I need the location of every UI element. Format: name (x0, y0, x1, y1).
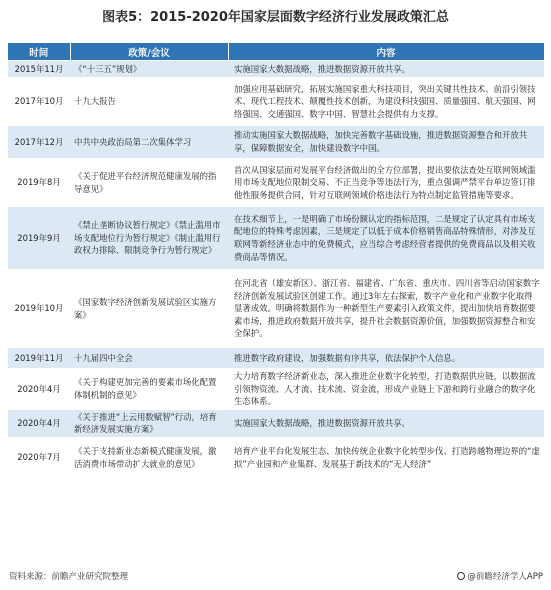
brand-credit (457, 570, 543, 582)
cell-time: 2019年9月 (8, 207, 70, 270)
source-note: 资料来源：前瞻产业研究院整理 (9, 572, 129, 582)
table-header-row (8, 43, 544, 61)
cell-policy-name: 《国家数字经济创新发展试验区实施方案》 (70, 270, 228, 348)
table-row (8, 207, 544, 270)
cell-policy-name: 《关于支持新业态新模式健康发展，激活消费市场带动扩大就业的意见》 (70, 437, 228, 477)
cell-content: 培育产业平台化发展生态、加快传统企业数字化转型步伐、打造跨越物理边界的“虚拟”产业园和产业集群、发展基于新技术的“无人经济” (228, 437, 544, 477)
cell-time: 2020年4月 (8, 409, 70, 437)
cell-policy-name: 十九届四中全会 (70, 348, 228, 369)
table-row (8, 61, 544, 78)
cell-policy-name: 《关于推进“上云用数赋智”行动，培育新经济发展实施方案》 (70, 409, 228, 437)
table-body (8, 61, 544, 478)
table-row (8, 159, 544, 207)
cell-time: 2020年7月 (8, 437, 70, 477)
table-row (8, 126, 544, 159)
cell-content: 在技术细节上，一是明确了市场份额认定的指标范围，二是规定了认定具有市场支配地位的特殊考虑因素，三是规定了以低于成本价格销售商品特殊情形，对涉及互联网等新经济业态中的免费模式，应当综合考虑经营者提供的免费商品以及相关收费商品等情况。 (228, 207, 544, 270)
table-row (8, 270, 544, 348)
table-row (8, 348, 544, 369)
cell-content: 推动实施国家大数据战略，加快完善数字基础设施，推进数据资源整合和开放共享，保障数据安全，加快建设数字中国。 (228, 126, 544, 159)
cell-policy-name: 《关于促进平台经济规范健康发展的指导意见》 (70, 159, 228, 207)
cell-content: 推进数字政府建设，加强数据有序共享，依法保护个人信息。 (228, 348, 544, 369)
cell-content: 首次从国家层面对发展平台经济做出的全方位部署，提出要依法查处互联网领域滥用市场支配地位限制交易、不正当竞争等违法行为，重点强调严禁平台单边签订排他性服务提供合同，针对互联网领域价格违法行为特点制定监管措施等要求。 (228, 159, 544, 207)
page-title: 图表5：2015-2020年国家层面数字经济行业发展政策汇总 (102, 10, 449, 25)
table-row (8, 437, 544, 477)
cell-content: 加强应用基础研究，拓展实施国家重大科技项目，突出关键共性技术、前沿引领技术、现代工程技术、颠覆性技术创新，为建设科技强国、质量强国、航天强国、网络强国、交通强国、数字中国、智慧社会提供有力支撑。 (228, 78, 544, 126)
table-row (8, 369, 544, 410)
cell-time: 2019年11月 (8, 348, 70, 369)
header-policy: 政策/会议 (70, 43, 228, 61)
cell-time: 2020年4月 (8, 369, 70, 410)
table-row (8, 409, 544, 437)
cell-time: 2017年10月 (8, 78, 70, 126)
cell-policy-name: 《关于构建更加完善的要素市场化配置体制机制的意见》 (70, 369, 228, 410)
policy-table (8, 43, 545, 477)
cell-content: 实施国家大数据战略，推进数据资源开放共享。 (228, 61, 544, 78)
cell-policy-name: 十九大报告 (70, 78, 228, 126)
cell-time: 2017年12月 (8, 126, 70, 159)
cell-time: 2015年11月 (8, 61, 70, 78)
table-row (8, 78, 544, 126)
cell-time: 2019年8月 (8, 159, 70, 207)
brand-text: @前瞻经济学人APP (467, 572, 543, 582)
footer (0, 567, 551, 585)
cell-content: 在河北省（雄安新区）、浙江省、福建省、广东省、重庆市、四川省等启动国家数字经济创新发展试验区创建工作。通过3年左右探索，数字产业化和产业数字化取得显著成效。明确将数据作为一种新型生产要素引入政策文件，提出加快培育数据要素市场，推进政府数据开放共享，提升社会数据资源价值，加强数据资源整合和安全保护。 (228, 270, 544, 348)
cell-policy-name: 《禁止垄断协议暂行规定》《禁止滥用市场支配地位行为暂行规定》《制止滥用行政权力排除、限制竞争行为暂行规定》 (70, 207, 228, 270)
cell-time: 2019年10月 (8, 270, 70, 348)
brand-logo-icon (457, 572, 465, 580)
header-content: 内容 (228, 43, 544, 61)
header-time: 时间 (8, 43, 70, 61)
cell-policy-name: 中共中央政治局第二次集体学习 (70, 126, 228, 159)
cell-content: 实施国家大数据战略，推进数据资源开放共享。 (228, 409, 544, 437)
cell-content: 大力培育数字经济新业态，深入推进企业数字化转型，打造数据供应链，以数据流引领物资流、人才流、技术流、资金流，形成产业链上下游和跨行业融合的数字化生态体系。 (228, 369, 544, 410)
cell-policy-name: 《“十三五”规划》 (70, 61, 228, 78)
